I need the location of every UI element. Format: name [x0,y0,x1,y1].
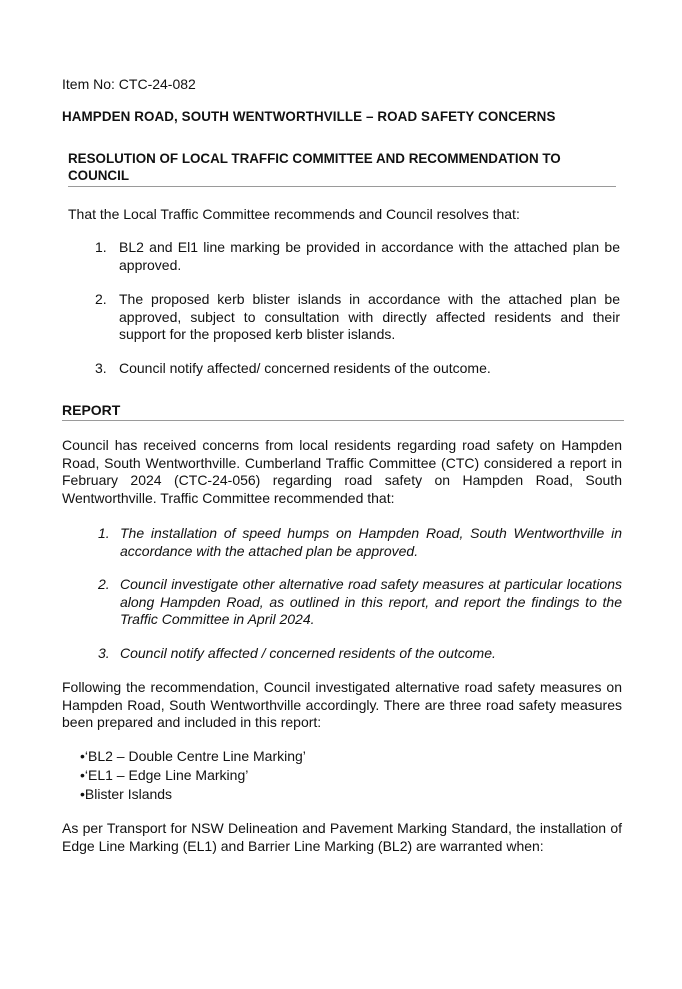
item-number-label: 2. [98,576,110,592]
item-text: Council notify affected/ concerned residents of the outcome. [119,360,491,376]
item-text: Council investigate other alternative road safety measures at particular locations along Hampden Road, as outlined in this report, and report the findings to the Traffic Committee in April 2024. [120,576,622,627]
list-item: •‘EL1 – Edge Line Marking’ [80,767,249,783]
report-paragraph: As per Transport for NSW Delineation and Pavement Marking Standard, the installation of Edge Line Marking (EL1) and Barrier Line Marking (BL2) are warranted when: [62,820,622,854]
measures-list [80,747,306,804]
resolution-item [95,291,620,344]
report-paragraph: Council has received concerns from local residents regarding road safety on Hampden Road, South Wentworthville. Cumberland Traffic Committee (CTC) considered a report in February 2024 (CTC-24-056) regarding road safety on Hampden Road, South Wentworthville. Traffic Committee recommended that: [62,437,622,506]
item-text: BL2 and El1 line marking be provided in accordance with the attached plan be approved. [119,239,620,273]
item-number-label: 1. [98,525,110,541]
resolution-item [95,360,620,378]
item-number: Item No: CTC-24-082 [62,76,196,92]
list-item: •‘BL2 – Double Centre Line Marking’ [80,748,306,764]
report-heading: REPORT [62,402,121,418]
recommendation-item [98,645,622,663]
heading-divider [62,420,624,421]
list-item: •Blister Islands [80,786,173,802]
item-number-label: 1. [95,239,107,255]
item-text: Council notify affected / concerned residents of the outcome. [120,645,496,661]
recommendation-item [98,525,622,560]
item-text: The installation of speed humps on Hampden Road, South Wentworthville in accordance with the attached plan be approved. [120,525,622,559]
item-number-label: 3. [98,645,110,661]
item-text: The proposed kerb blister islands in accordance with the attached plan be approved, subject to consultation with directly affected residents and their support for the proposed kerb blister islands. [119,291,620,342]
document-title: HAMPDEN ROAD, SOUTH WENTWORTHVILLE – ROAD SAFETY CONCERNS [62,109,556,124]
resolution-item [95,239,620,274]
resolution-heading: RESOLUTION OF LOCAL TRAFFIC COMMITTEE AND RECOMMENDATION TO COUNCIL [68,151,561,183]
heading-divider [68,186,616,187]
report-paragraph: Following the recommendation, Council investigated alternative road safety measures on Hampden Road, South Wentworthville accordingly. There are three road safety measures been prepared and included in this report: [62,679,622,730]
resolution-intro: That the Local Traffic Committee recommends and Council resolves that: [68,206,520,222]
recommendation-item [98,576,622,629]
item-number-label: 2. [95,291,107,307]
item-number-label: 3. [95,360,107,376]
